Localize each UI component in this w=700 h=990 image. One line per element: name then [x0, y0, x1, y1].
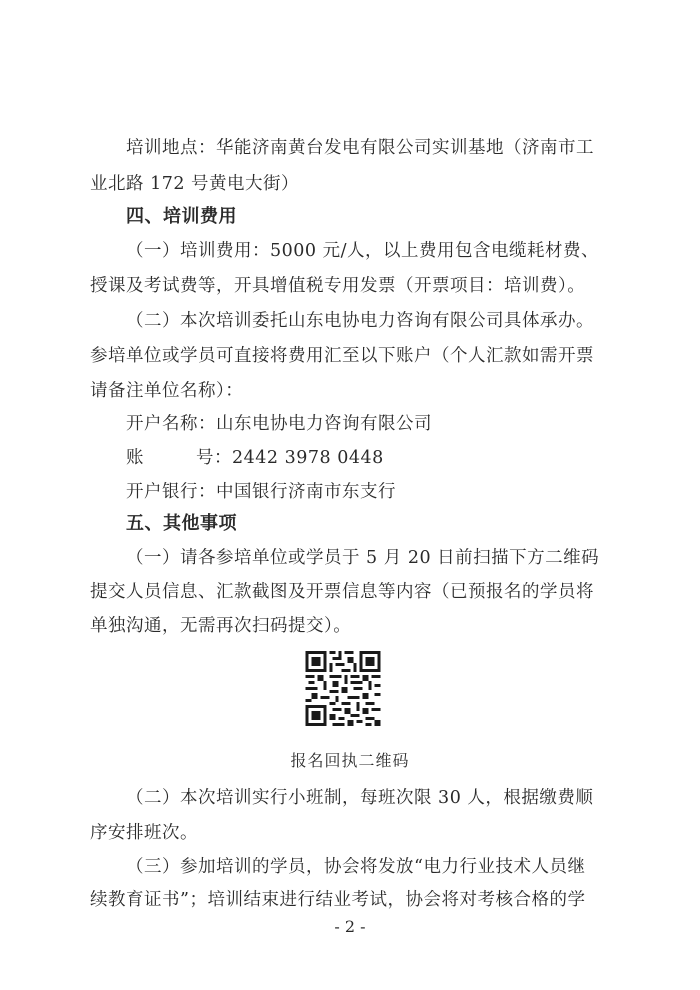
- account-bank-row: [126, 480, 646, 504]
- qr-caption: 报名回执二维码: [290, 751, 410, 770]
- other-item-3-line-2: 续教育证书”；培训结束进行结业考试，协会将对考核合格的学: [90, 890, 586, 910]
- location-line-2: 业北路 172 号黄电大街）: [90, 174, 300, 194]
- other-item-1-line-2: 提交人员信息、汇款截图及开票信息等内容（已预报名的学员将: [90, 582, 594, 602]
- fee-item-2-line-2: 参培单位或学员可直接将费用汇至以下账户（个人汇款如需开票: [90, 346, 594, 366]
- account-bank-value: 中国银行济南市东支行: [216, 482, 396, 502]
- section-5-heading: 五、其他事项: [126, 513, 237, 534]
- location-line-1: 培训地点：华能济南黄台发电有限公司实训基地（济南市工: [126, 138, 594, 158]
- fee-item-1-line-2: 授课及考试费等，开具增值税专用发票（开票项目：培训费）。: [90, 276, 586, 296]
- fee-item-2-line-1: （二）本次培训委托山东电协电力咨询有限公司具体承办。: [126, 311, 594, 331]
- fee-item-2-line-3: 请备注单位名称）：: [90, 381, 244, 401]
- account-number-row: [126, 446, 646, 470]
- other-item-1-line-1: （一）请各参培单位或学员于 5 月 20 日前扫描下方二维码: [126, 548, 600, 568]
- other-item-2-line-2: 序安排班次。: [90, 823, 198, 843]
- account-number-label-part1: 账: [126, 448, 144, 468]
- account-number-label-part2: 号：: [196, 448, 232, 468]
- account-bank-label: 开户银行：: [126, 482, 216, 502]
- account-name-value: 山东电协电力咨询有限公司: [216, 414, 432, 434]
- registration-qr-code: [303, 651, 383, 726]
- fee-item-1-line-1: （一）培训费用：5000 元/人，以上费用包含电缆耗材费、: [126, 241, 599, 261]
- account-name-label: 开户名称：: [126, 414, 216, 434]
- account-name-row: [126, 412, 646, 436]
- other-item-1-line-3: 单独沟通，无需再次扫码提交）。: [90, 616, 352, 636]
- page-number: - 2 -: [334, 917, 366, 936]
- other-item-2-line-1: （二）本次培训实行小班制，每班次限 30 人，根据缴费顺: [126, 788, 594, 808]
- section-4-heading: 四、培训费用: [126, 206, 237, 227]
- account-number-value: 2442 3978 0448: [232, 448, 384, 468]
- other-item-3-line-1: （三）参加培训的学员，协会将发放“电力行业技术人员继: [126, 857, 586, 877]
